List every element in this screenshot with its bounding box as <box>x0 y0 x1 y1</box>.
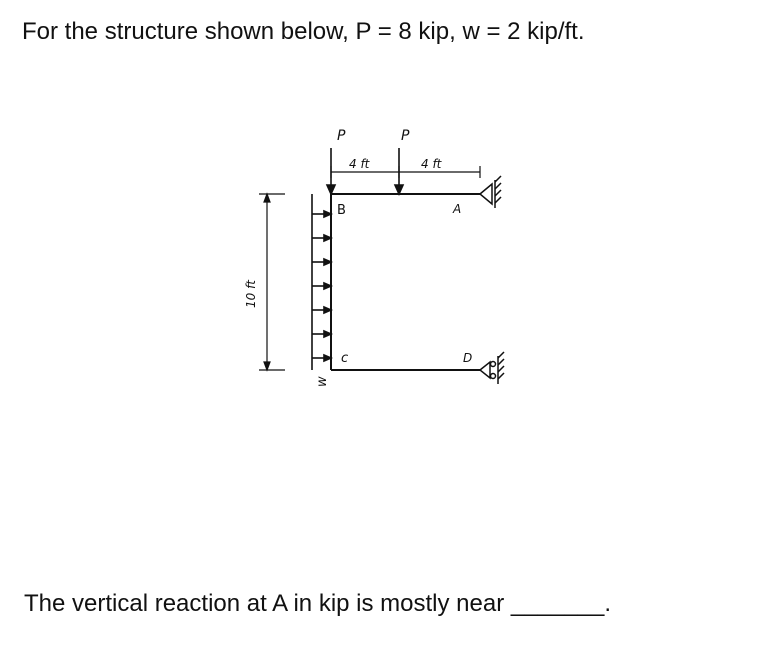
node-label-c: c <box>341 351 349 366</box>
answer-prompt: The vertical reaction at A in kip is mostly near _______. <box>24 590 611 617</box>
height-dimension <box>259 194 285 370</box>
node-label-b: B <box>337 203 346 218</box>
point-loads <box>327 148 403 194</box>
distributed-load-label: w <box>315 376 330 387</box>
distributed-load <box>312 194 331 370</box>
frame-members <box>331 194 480 370</box>
span-label-right: 4 ft <box>421 157 442 171</box>
question-text: For the structure shown below, P = 8 kip, w = 2 kip/ft. <box>22 18 585 45</box>
load-label-left: P <box>337 128 346 144</box>
support-a <box>480 176 501 208</box>
structure-diagram <box>225 118 525 403</box>
support-d <box>480 352 504 384</box>
node-label-d: D <box>463 351 473 365</box>
height-label: 10 ft <box>244 279 258 308</box>
node-label-a: A <box>453 202 462 216</box>
span-label-left: 4 ft <box>349 157 370 171</box>
load-label-right: P <box>401 128 410 144</box>
